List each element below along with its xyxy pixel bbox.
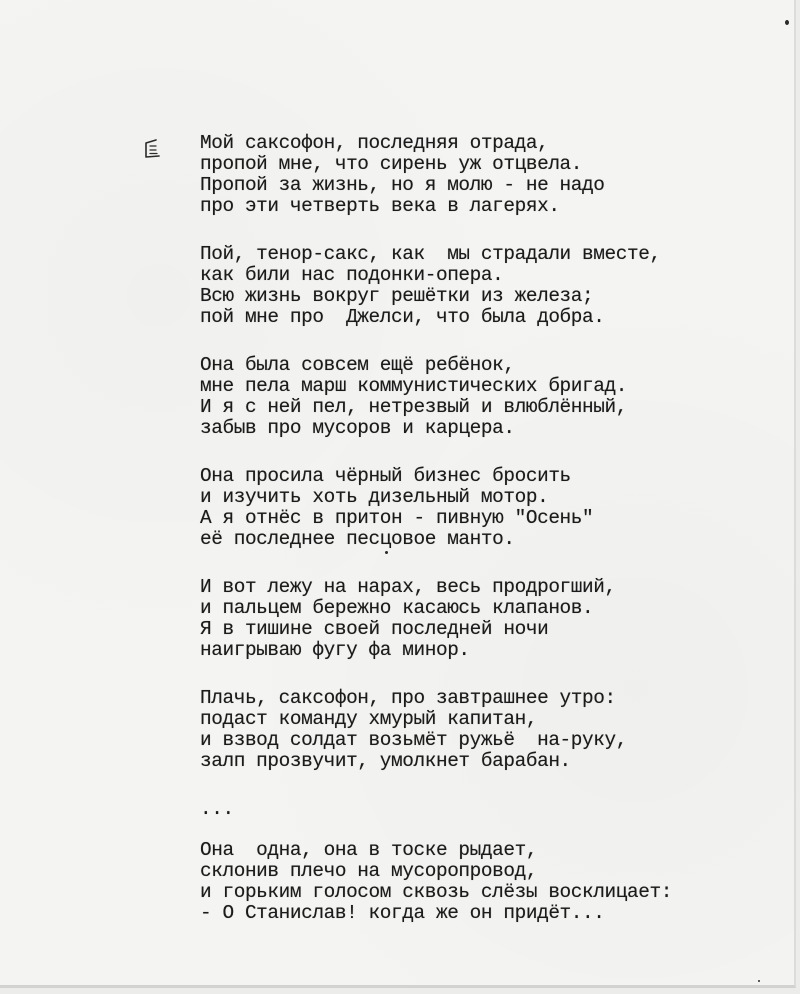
stanza-5 xyxy=(200,577,780,661)
poem-line: про эти четверть века в лагерях. xyxy=(200,195,560,217)
poem-line: забыв про мусоров и карцера. xyxy=(200,417,515,439)
poem-line: склонив плечо на мусоропровод, xyxy=(200,860,538,882)
poem-line: пропой мне, что сирень уж отцвела. xyxy=(200,153,583,175)
poem-text xyxy=(200,133,780,951)
ellipsis-divider xyxy=(200,799,780,820)
poem-line: Она была совсем ещё ребёнок, xyxy=(200,354,515,376)
stanza-3 xyxy=(200,355,780,439)
poem-line: - О Станислав! когда же он придёт... xyxy=(200,902,605,924)
poem-line: Я в тишине своей последней ночи xyxy=(200,618,549,640)
poem-line: и изучить хоть дизельный мотор. xyxy=(200,486,549,508)
poem-line: пой мне про Джелси, что была добра. xyxy=(200,306,605,328)
poem-line: Она одна, она в тоске рыдает, xyxy=(200,839,538,861)
poem-line: ... xyxy=(200,798,234,820)
poem-line: И вот лежу на нарах, весь продрогший, xyxy=(200,576,616,598)
ink-speck xyxy=(785,20,789,25)
poem-line: И я с ней пел, нетрезвый и влюблённый, xyxy=(200,396,627,418)
stanza-1 xyxy=(200,133,780,217)
poem-line: как били нас подонки-опера. xyxy=(200,264,504,286)
stanza-6 xyxy=(200,688,780,772)
poem-line: Пропой за жизнь, но я молю - не надо xyxy=(200,174,605,196)
poem-line: Пой, тенор-сакс, как мы страдали вместе, xyxy=(200,243,661,265)
ink-speck xyxy=(758,980,760,982)
poem-line: её последнее песцовое манто. xyxy=(200,528,515,550)
poem-line: Всю жизнь вокруг решётки из железа; xyxy=(200,285,594,307)
poem-line: подаст команду хмурый капитан, xyxy=(200,708,538,730)
poem-line: Мой саксофон, последняя отрада, xyxy=(200,132,549,154)
poem-line: наигрываю фугу фа минор. xyxy=(200,639,470,661)
poem-line: мне пела марш коммунистических бригад. xyxy=(200,375,627,397)
handwritten-bracket-mark-icon xyxy=(142,138,164,160)
poem-line: и взвод солдат возьмёт ружьё на-руку, xyxy=(200,729,627,751)
poem-line: А я отнёс в притон - пивную "Осень" xyxy=(200,507,594,529)
poem-line: залп прозвучит, умолкнет барабан. xyxy=(200,750,571,772)
stanza-2 xyxy=(200,244,780,328)
poem-line: и пальцем бережно касаюсь клапанов. xyxy=(200,597,594,619)
stanza-7 xyxy=(200,840,780,924)
poem-line: и горьким голосом сквозь слёзы восклицает: xyxy=(200,881,672,903)
poem-line: Плачь, саксофон, про завтрашнее утро: xyxy=(200,687,616,709)
poem-line: Она просила чёрный бизнес бросить xyxy=(200,465,571,487)
ink-speck xyxy=(385,551,388,554)
stanza-4 xyxy=(200,466,780,550)
